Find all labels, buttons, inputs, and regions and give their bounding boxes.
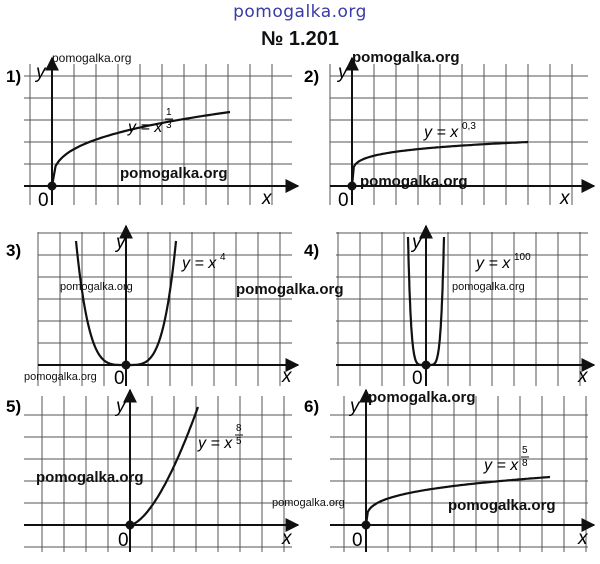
watermark-text: pomogalka.org (60, 281, 133, 293)
grid (38, 232, 292, 386)
site-header[interactable]: pomogalka.org (233, 2, 367, 22)
watermark-text: pomogalka.org (452, 281, 525, 293)
x-axis-label: x (282, 366, 292, 387)
origin-dot (348, 182, 357, 191)
panel-label: 1) (6, 67, 22, 86)
origin-dot (362, 521, 371, 530)
origin-label: 0 (412, 368, 423, 389)
watermark-text: pomogalka.org (360, 173, 468, 190)
formula-exp-denominator: 5 (236, 436, 242, 447)
formula-exp-numerator: 8 (236, 423, 242, 434)
x-axis-label: x (282, 528, 292, 549)
formula-exp-denominator: 3 (166, 120, 172, 131)
graph-panel-6 (304, 390, 594, 552)
formula-label: y = x (484, 457, 519, 474)
watermark-text: pomogalka.org (120, 165, 228, 182)
x-axis-label: x (262, 188, 272, 209)
panel-label: 5) (6, 397, 22, 416)
y-axis-label: y (350, 396, 360, 417)
formula-exp-denominator: 8 (522, 458, 528, 469)
panel-label: 3) (6, 241, 22, 260)
graph-panel-3 (6, 226, 298, 389)
y-axis-label: y (116, 232, 126, 253)
panel-label: 2) (304, 67, 320, 86)
watermark-text: pomogalka.org (352, 49, 460, 66)
grid (336, 232, 588, 386)
x-axis-label: x (578, 366, 588, 387)
y-axis-label: y (116, 396, 126, 417)
graph-panel-4 (304, 226, 594, 389)
y-axis-label: y (338, 62, 348, 83)
formula-label: y = x (128, 119, 163, 136)
formula-exponent: 4 (220, 252, 226, 263)
origin-dot (422, 361, 431, 370)
panel-label: 6) (304, 397, 320, 416)
origin-label: 0 (114, 368, 125, 389)
watermark-text: pomogalka.org (368, 389, 476, 406)
watermark-text: pomogalka.org (52, 51, 132, 65)
watermark-text: pomogalka.org (24, 371, 97, 383)
watermark-text: pomogalka.org (272, 497, 345, 509)
x-axis-label: x (560, 188, 570, 209)
origin-label: 0 (38, 190, 49, 211)
y-axis-label: y (36, 62, 46, 83)
formula-label: y = x (476, 255, 511, 272)
watermark-text: pomogalka.org (448, 497, 556, 514)
y-axis-label: y (412, 232, 422, 253)
panel-label: 4) (304, 241, 320, 260)
x-axis-label: x (578, 528, 588, 549)
watermark-text: pomogalka.org (36, 469, 144, 486)
function-curve (130, 407, 198, 525)
formula-label: y = x (182, 255, 217, 272)
formula-exponent: 0,3 (462, 121, 476, 132)
problem-number: № 1.201 (261, 28, 339, 50)
graph-panel-1 (6, 58, 298, 211)
formula-exponent: 100 (514, 252, 531, 263)
watermark-text: pomogalka.org (236, 281, 344, 298)
origin-label: 0 (118, 530, 129, 551)
formula-exp-numerator: 1 (166, 107, 172, 118)
formula-exp-numerator: 5 (522, 445, 528, 456)
origin-label: 0 (352, 530, 363, 551)
formula-label: y = x (198, 435, 233, 452)
origin-dot (48, 182, 57, 191)
formula-label: y = x (424, 124, 459, 141)
origin-label: 0 (338, 190, 349, 211)
origin-dot (126, 521, 135, 530)
